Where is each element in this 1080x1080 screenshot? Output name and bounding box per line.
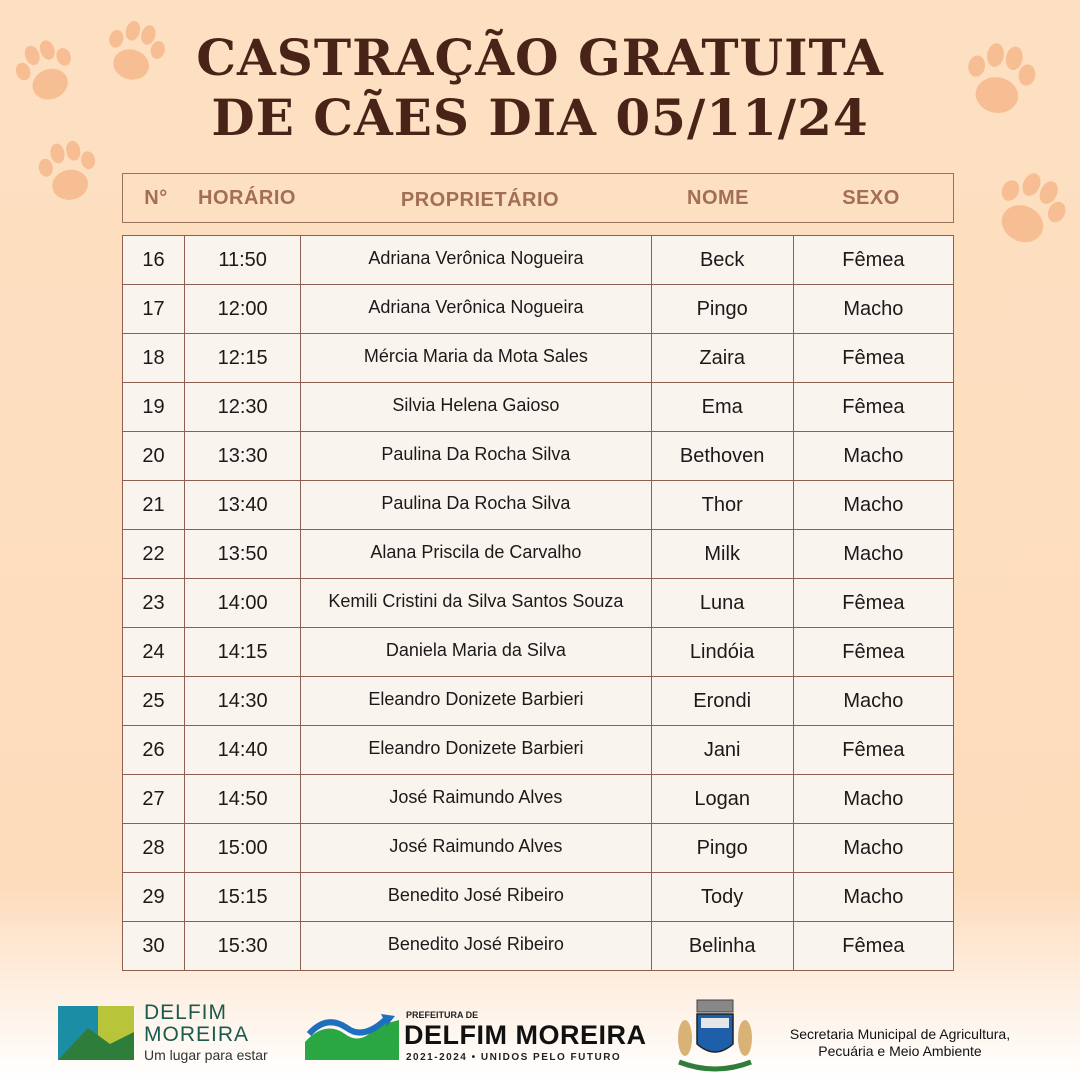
table-row: [123, 334, 954, 383]
row-owner: José Raimundo Alves: [301, 775, 651, 824]
row-sex: Fêmea: [793, 334, 953, 383]
row-sex: Macho: [793, 824, 953, 873]
row-time: 11:50: [185, 236, 301, 285]
table-row: [123, 628, 954, 677]
row-number: 21: [123, 481, 185, 530]
row-pet-name: Logan: [651, 775, 793, 824]
row-time: 15:30: [185, 922, 301, 971]
table-row: [123, 383, 954, 432]
table-row: [123, 432, 954, 481]
logo3-line2: Pecuária e Meio Ambiente: [818, 1043, 982, 1059]
paw-print-icon: [985, 160, 1075, 255]
table-header: [122, 173, 954, 223]
logo2-name: DELFIM MOREIRA: [404, 1020, 647, 1050]
row-time: 13:40: [185, 481, 301, 530]
row-time: 14:30: [185, 677, 301, 726]
row-pet-name: Beck: [651, 236, 793, 285]
row-sex: Macho: [793, 677, 953, 726]
row-pet-name: Jani: [651, 726, 793, 775]
row-sex: Macho: [793, 775, 953, 824]
logo1-line2: MOREIRA: [144, 1023, 250, 1046]
row-number: 20: [123, 432, 185, 481]
row-pet-name: Lindóia: [651, 628, 793, 677]
table-row: [123, 775, 954, 824]
row-pet-name: Pingo: [651, 824, 793, 873]
header-number: N°: [144, 187, 168, 209]
row-sex: Macho: [793, 530, 953, 579]
row-owner: Paulina Da Rocha Silva: [301, 432, 651, 481]
row-number: 26: [123, 726, 185, 775]
row-pet-name: Belinha: [651, 922, 793, 971]
title-line-2: DE CÃES DIA 05/11/24: [211, 88, 869, 147]
row-owner: Kemili Cristini da Silva Santos Souza: [301, 579, 651, 628]
row-number: 16: [123, 236, 185, 285]
row-number: 19: [123, 383, 185, 432]
table-row: [123, 481, 954, 530]
page-title: [0, 28, 1080, 148]
table-row: [123, 530, 954, 579]
row-sex: Fêmea: [793, 922, 953, 971]
logo1-tagline: Um lugar para estar: [144, 1047, 268, 1063]
logo2-tagline: 2021-2024 • UNIDOS PELO FUTURO: [406, 1052, 622, 1063]
row-owner: Benedito José Ribeiro: [301, 922, 651, 971]
header-time: HORÁRIO: [198, 187, 296, 209]
row-pet-name: Pingo: [651, 285, 793, 334]
row-pet-name: Thor: [651, 481, 793, 530]
row-time: 12:15: [185, 334, 301, 383]
logo3-text: [770, 1026, 1030, 1060]
prefeitura-wave-logo-icon: [305, 1012, 399, 1060]
row-sex: Macho: [793, 432, 953, 481]
row-number: 29: [123, 873, 185, 922]
row-owner: Daniela Maria da Silva: [301, 628, 651, 677]
row-time: 13:30: [185, 432, 301, 481]
row-owner: Alana Priscila de Carvalho: [301, 530, 651, 579]
row-owner: Mércia Maria da Mota Sales: [301, 334, 651, 383]
delfim-moreira-mountain-logo-icon: [58, 1006, 134, 1060]
row-time: 14:00: [185, 579, 301, 628]
table-row: [123, 677, 954, 726]
row-owner: Paulina Da Rocha Silva: [301, 481, 651, 530]
title-line-1: CASTRAÇÃO GRATUITA: [196, 28, 884, 87]
row-time: 15:00: [185, 824, 301, 873]
logo2-prefix: PREFEITURA DE: [406, 1010, 479, 1020]
table-row: [123, 873, 954, 922]
row-number: 30: [123, 922, 185, 971]
row-number: 18: [123, 334, 185, 383]
row-owner: José Raimundo Alves: [301, 824, 651, 873]
row-number: 28: [123, 824, 185, 873]
row-time: 12:30: [185, 383, 301, 432]
row-sex: Fêmea: [793, 628, 953, 677]
row-number: 27: [123, 775, 185, 824]
row-sex: Macho: [793, 481, 953, 530]
row-number: 17: [123, 285, 185, 334]
coat-of-arms-icon: [675, 998, 755, 1076]
row-pet-name: Luna: [651, 579, 793, 628]
logo1-line1: DELFIM: [144, 1001, 228, 1024]
row-owner: Eleandro Donizete Barbieri: [301, 726, 651, 775]
row-number: 25: [123, 677, 185, 726]
row-pet-name: Milk: [651, 530, 793, 579]
row-owner: Eleandro Donizete Barbieri: [301, 677, 651, 726]
table-row: [123, 726, 954, 775]
row-sex: Fêmea: [793, 236, 953, 285]
logo3-line1: Secretaria Municipal de Agricultura,: [789, 1026, 1011, 1042]
row-sex: Macho: [793, 285, 953, 334]
row-time: 12:00: [185, 285, 301, 334]
row-number: 23: [123, 579, 185, 628]
row-owner: Adriana Verônica Nogueira: [301, 236, 651, 285]
row-time: 14:15: [185, 628, 301, 677]
table-row: [123, 285, 954, 334]
row-owner: Adriana Verônica Nogueira: [301, 285, 651, 334]
row-pet-name: Erondi: [651, 677, 793, 726]
row-pet-name: Tody: [651, 873, 793, 922]
schedule-table: [122, 235, 954, 971]
header-name: NOME: [687, 187, 749, 209]
row-pet-name: Bethoven: [651, 432, 793, 481]
header-sex: SEXO: [842, 187, 900, 209]
row-sex: Macho: [793, 873, 953, 922]
row-pet-name: Ema: [651, 383, 793, 432]
row-sex: Fêmea: [793, 383, 953, 432]
row-time: 14:50: [185, 775, 301, 824]
row-time: 13:50: [185, 530, 301, 579]
table-row: [123, 579, 954, 628]
row-time: 14:40: [185, 726, 301, 775]
row-owner: Benedito José Ribeiro: [301, 873, 651, 922]
table-row: [123, 824, 954, 873]
table-row: [123, 236, 954, 285]
footer-logos: [0, 990, 1080, 1080]
row-sex: Fêmea: [793, 579, 953, 628]
row-number: 22: [123, 530, 185, 579]
row-pet-name: Zaira: [651, 334, 793, 383]
header-owner: PROPRIETÁRIO: [400, 189, 560, 211]
row-number: 24: [123, 628, 185, 677]
row-owner: Silvia Helena Gaioso: [301, 383, 651, 432]
table-row: [123, 922, 954, 971]
row-time: 15:15: [185, 873, 301, 922]
row-sex: Fêmea: [793, 726, 953, 775]
